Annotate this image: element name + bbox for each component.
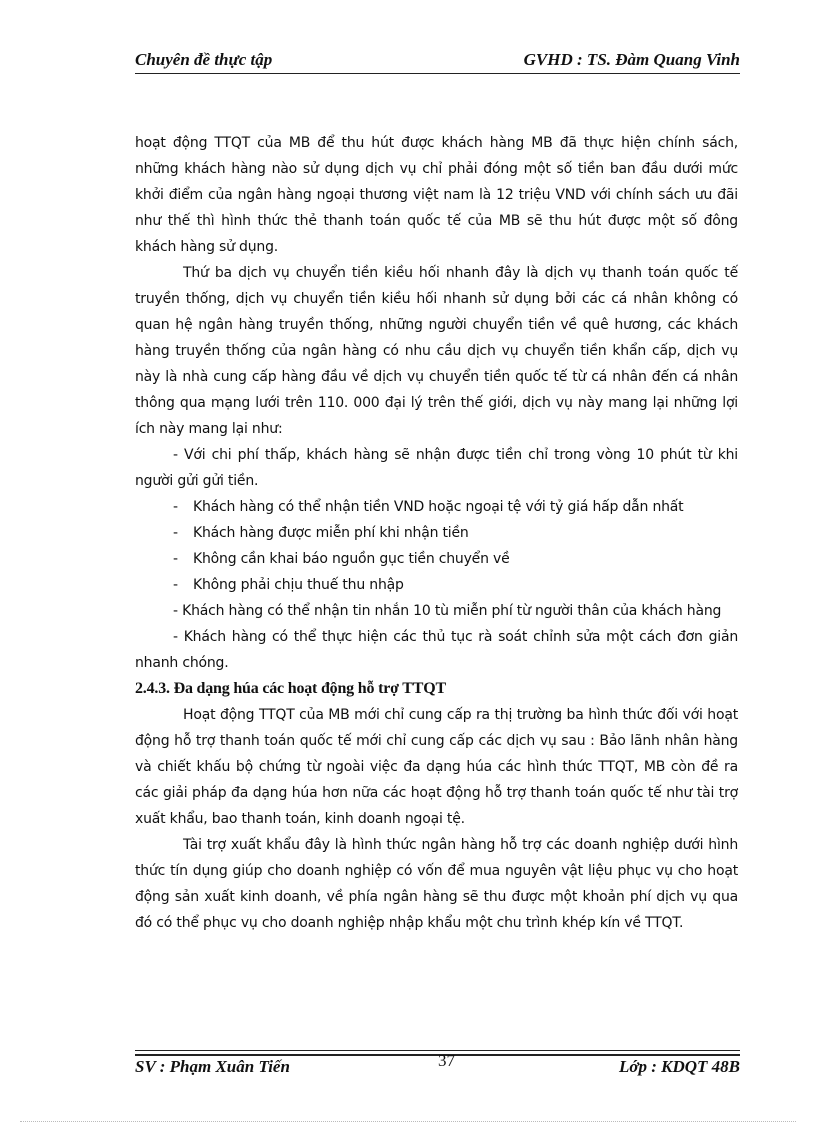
header-rule — [135, 73, 740, 74]
section-heading: 2.4.3. Đa dạng húa các hoạt động hỗ trợ TTQT — [135, 680, 446, 697]
page-header — [135, 50, 740, 72]
footer-class: Lớp : KDQT 48B — [618, 1057, 740, 1076]
page-edge-divider — [20, 1121, 796, 1122]
bullet-6: - Khách hàng có thể nhận tin nhắn 10 tù miễn phí từ người thân của khách hàng — [173, 603, 722, 619]
paragraph-1: hoạt động TTQT của MB để thu hút được khách hàng MB đã thực hiện chính sách, những khách hàng nào sử dụng dịch vụ chỉ phải đóng một số tiền ban đầu dưới mức khởi điểm của ngân hàng ngoại thương việt nam là 12 triệu VND với chính sách ưu đãi như thế thì hình thức thẻ thanh toán quốc tế của MB sẽ thu hút được một số đông khách hàng sử dụng. — [135, 135, 738, 255]
header-advisor: GVHD : TS. Đàm Quang Vinh — [523, 50, 740, 69]
footer-student: SV : Phạm Xuân Tiến — [135, 1057, 290, 1076]
bullet-3: - Khách hàng được miễn phí khi nhận tiền — [173, 525, 469, 541]
bullet-2: - Khách hàng có thể nhận tiền VND hoặc ngoại tệ với tỷ giá hấp dẫn nhất — [173, 499, 684, 515]
paragraph-4: Tài trợ xuất khẩu đây là hình thức ngân hàng hỗ trợ các doanh nghiệp dưới hình thức tín dụng giúp cho doanh nghiệp có vốn để mua nguyên vật liệu phục vụ cho hoạt động sản xuất kinh doanh, về phía ngân hàng sẽ thu được một khoản phí dịch vụ qua đó có thể phục vụ cho doanh nghiệp nhập khẩu một chu trình khép kín về TTQT. — [135, 837, 738, 931]
paragraph-2: Thứ ba dịch vụ chuyển tiền kiều hối nhanh đây là dịch vụ thanh toán quốc tế truyền thống, dịch vụ chuyển tiền kiều hối nhanh sử dụng bởi các cá nhân không có quan hệ ngân hàng truyền thống, những người chuyển tiền về quê hương, các khách hàng truyền thống của ngân hàng có nhu cầu dịch vụ chuyển tiền khẩn cấp, dịch vụ này là nhà cung cấp hàng đầu về dịch vụ chuyển tiền quốc tế từ cá nhân đến cá nhân thông qua mạng lưới trên 110. 000 đại lý trên thế giới, dịch vụ này mang lại những lợi ích này mang lại như: — [135, 265, 738, 437]
paragraph-3: Hoạt động TTQT của MB mới chỉ cung cấp ra thị trường ba hình thức đối với hoạt động hỗ trợ thanh toán quốc tế mới chỉ cung cấp các dịch vụ sau : Bảo lãnh nhân hàng và chiết khấu bộ chứng từ ngoài việc đa dạng húa các hình thức TTQT, MB còn đề ra các giải pháp đa dạng húa hơn nữa các hoạt động hỗ trợ thanh toán quốc tế như tài trợ xuất khẩu, bao thanh toán, kinh doanh ngoại tệ. — [135, 707, 738, 827]
bullet-5: - Không phải chịu thuế thu nhập — [173, 577, 404, 593]
bullet-4: - Không cần khai báo nguồn gục tiền chuyển về — [173, 551, 510, 567]
header-title: Chuyên đề thực tập — [135, 50, 273, 69]
bullet-7: - Khách hàng có thể thực hiện các thủ tục rà soát chỉnh sửa một cách đơn giản nhanh chóng. — [135, 629, 738, 671]
bullet-1: - Với chi phí thấp, khách hàng sẽ nhận được tiền chỉ trong vòng 10 phút từ khi người gửi gửi tiền. — [135, 447, 738, 489]
page-footer — [135, 1051, 740, 1079]
page-body — [135, 130, 738, 936]
page-number: 37 — [438, 1051, 455, 1070]
